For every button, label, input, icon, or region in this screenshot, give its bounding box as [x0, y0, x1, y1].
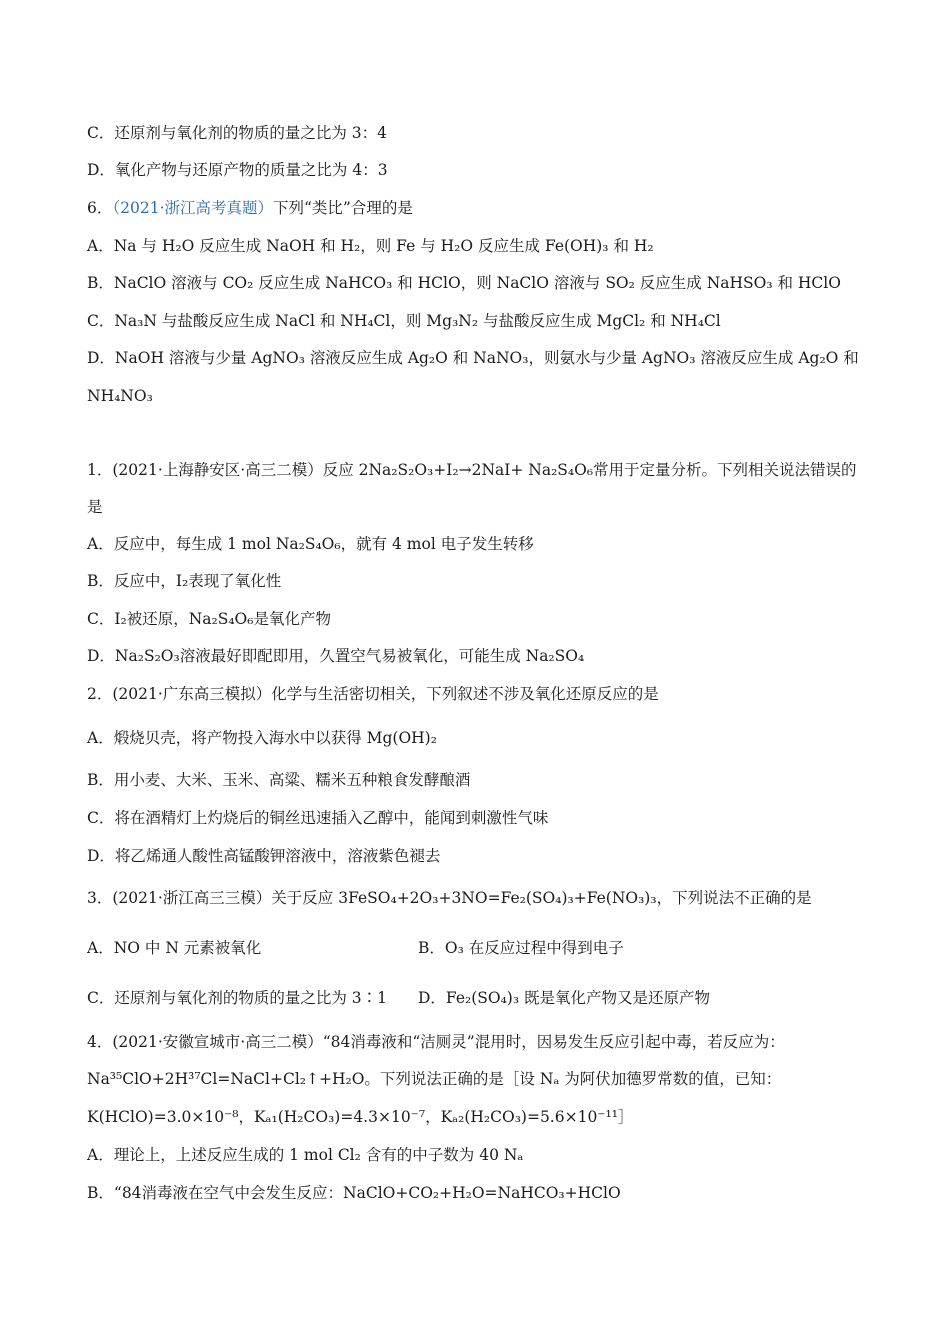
q6-stem-text: 下列“类比”合理的是 [273, 199, 413, 217]
p1-option-a: A．反应中，每生成 1 mol Na₂S₄O₆，就有 4 mol 电子发生转移 [87, 535, 534, 553]
p3-stem: 3．(2021·浙江高三三模）关于反应 3FeSO₄+2O₃+3NO=Fe₂(SO₄)₃+Fe(NO₃)₃，下列说法不正确的是 [87, 889, 812, 907]
q6-option-b: B．NaClO 溶液与 CO₂ 反应生成 NaHCO₃ 和 HClO，则 NaClO 溶液与 SO₂ 反应生成 NaHSO₃ 和 HClO [87, 274, 841, 292]
p1-option-d: D．Na₂S₂O₃溶液最好即配即用，久置空气易被氧化，可能生成 Na₂SO₄ [87, 647, 585, 665]
q6-number: 6． [87, 199, 113, 217]
p2-option-d: D．将乙烯通人酸性高锰酸钾溶液中，溶液紫色褪去 [87, 847, 441, 865]
p1-stem: 1．(2021·上海静安区·高三二模）反应 2Na₂S₂O₃+I₂→2NaI+ Na₂S₄O₆常用于定量分析。下列相关说法错误的 [87, 461, 857, 479]
p1-option-b: B．反应中，I₂表现了氧化性 [87, 572, 282, 590]
p3-option-d: D．Fe₂(SO₄)₃ 既是氧化产物又是还原产物 [418, 989, 710, 1007]
p3-option-c: C．还原剂与氧化剂的物质的量之比为 3∶1 [87, 989, 388, 1007]
p3-option-a: A．NO 中 N 元素被氧化 [87, 939, 262, 957]
p4-stem-constants: K(HClO)=3.0×10⁻⁸，Kₐ₁(H₂CO₃)=4.3×10⁻⁷，Kₐ₂(H₂CO₃)=5.6×10⁻¹¹］ [87, 1108, 634, 1126]
p4-stem-equation: Na³⁵ClO+2H³⁷Cl=NaCl+Cl₂↑+H₂O。下列说法正确的是［设 Nₐ 为阿伏加德罗常数的值，已知： [87, 1070, 782, 1088]
prev-option-c: C．还原剂与氧化剂的物质的量之比为 3：4 [87, 124, 388, 142]
p2-option-c: C．将在酒精灯上灼烧后的铜丝迅速插入乙醇中，能闻到刺激性气味 [87, 809, 549, 827]
p2-option-a: A．煅烧贝壳，将产物投入海水中以获得 Mg(OH)₂ [87, 729, 437, 747]
p4-stem: 4．(2021·安徽宣城市·高三二模）“84消毒液和“洁厕灵”混用时，因易发生反应引起中毒，若反应为： [87, 1033, 785, 1051]
p1-option-c: C．I₂被还原，Na₂S₄O₆是氧化产物 [87, 610, 331, 628]
p4-option-a: A．理论上，上述反应生成的 1 mol Cl₂ 含有的中子数为 40 Nₐ [87, 1146, 524, 1164]
q6-option-a: A．Na 与 H₂O 反应生成 NaOH 和 H₂，则 Fe 与 H₂O 反应生成 Fe(OH)₃ 和 H₂ [87, 237, 654, 255]
p2-stem: 2．(2021·广东高三模拟）化学与生活密切相关，下列叙述不涉及氧化还原反应的是 [87, 685, 659, 703]
q6-option-d: D．NaOH 溶液与少量 AgNO₃ 溶液反应生成 Ag₂O 和 NaNO₃，则氨水与少量 AgNO₃ 溶液反应生成 Ag₂O 和 [87, 349, 859, 367]
q6-stem [87, 198, 413, 218]
p4-option-b: B．“84消毒液在空气中会发生反应：NaClO+CO₂+H₂O=NaHCO₃+HClO [87, 1184, 621, 1202]
q6-option-d-cont: NH₄NO₃ [87, 387, 153, 405]
p1-stem-cont: 是 [87, 498, 103, 516]
prev-option-d: D．氧化产物与还原产物的质量之比为 4：3 [87, 161, 388, 179]
q6-option-c: C．Na₃N 与盐酸反应生成 NaCl 和 NH₄Cl，则 Mg₃N₂ 与盐酸反应生成 MgCl₂ 和 NH₄Cl [87, 312, 721, 330]
p3-option-b: B．O₃ 在反应过程中得到电子 [418, 939, 624, 957]
q6-source: （2021·浙江高考真题） [112, 199, 273, 217]
p2-option-b: B．用小麦、大米、玉米、高粱、糯米五种粮食发酵酿酒 [87, 771, 471, 789]
